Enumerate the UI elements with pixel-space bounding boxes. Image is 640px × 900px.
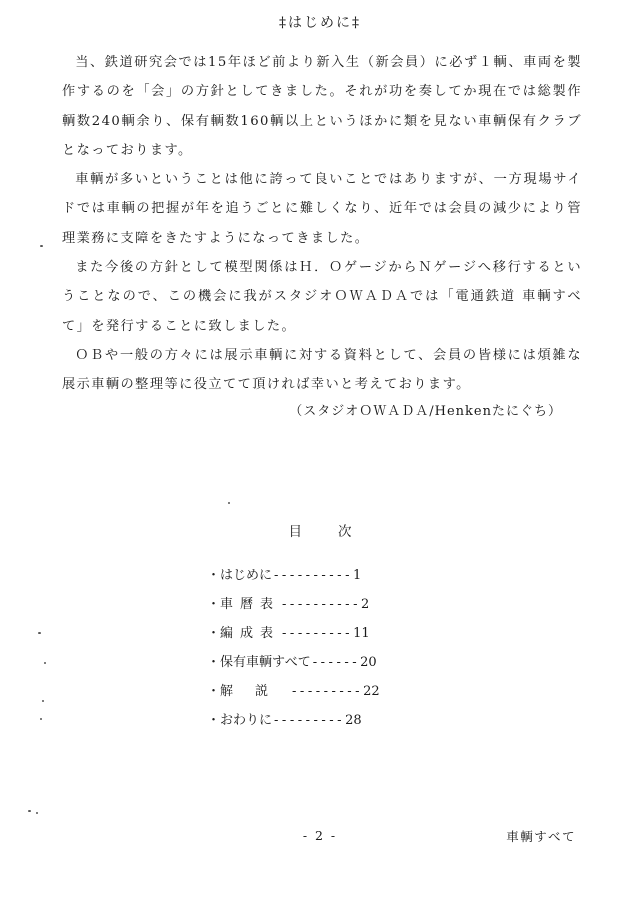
scan-speck [42,700,44,702]
scan-speck [38,632,41,634]
toc-label: おわりに [220,713,273,728]
toc-leader: ---------- [282,597,361,612]
toc-label: 解説 [220,684,291,699]
toc-bullet: ・ [207,597,221,612]
paragraph: 車輌が多いということは他に誇って良いことではありますが、一方現場サイドでは車輌の把握が年を追うごとに難しくなり、近年では会員の減少により管理業務に支障をきたすようになってきました。 [62,172,582,246]
toc-label: 車曆表 [220,597,281,612]
toc-bullet: ・ [207,713,221,728]
toc-label: はじめに [220,568,273,583]
toc-item [207,595,437,624]
toc-bullet: ・ [207,626,221,641]
paragraph: また今後の方針として模型関係はＨ．ＯゲージからＮゲージへ移行するということなので、この機会に我がスタジオＯＷＡＤＡでは「電通鉄道 車輌すべて」を発行することに致しました。 [62,260,582,334]
toc-title [0,520,640,540]
page-heading: ‡はじめに‡ [279,15,361,31]
page-number: - 2 - [302,828,338,843]
scan-speck [36,812,38,814]
author-signature: （スタジオＯＷＡＤＡ/Henkenたにぐち） [289,404,562,419]
table-of-contents [207,566,437,740]
toc-title-char: 目 [288,524,302,540]
toc-leader: --------- [292,684,364,699]
scan-speck [40,245,43,247]
introduction-body [62,48,582,400]
toc-page: 1 [352,568,362,583]
toc-item [207,653,437,682]
paragraph: 当、鉄道研究会では15年ほど前より新入生（新会員）に必ず１輌、車両を製作するのを「会」の方針としてきました。それが功を奏してか現在では総製作輌数240輌余り、保有輌数160輌以上というほかに類を見ない車輌保有クラブとなっております。 [62,55,582,158]
toc-item [207,682,437,711]
scan-speck [44,662,46,664]
toc-page: 22 [363,684,380,699]
toc-label: 編成表 [220,626,281,641]
toc-bullet: ・ [207,684,221,699]
toc-bullet: ・ [207,655,221,670]
scan-speck [40,718,42,720]
toc-page: 28 [345,713,362,728]
toc-item [207,566,437,595]
paragraph: ＯＢや一般の方々には展示車輌に対する資料として、会員の皆様には煩雑な展示車輌の整理等に役立てて頂ければ幸いと考えております。 [62,347,582,393]
toc-page: 2 [360,597,370,612]
footer-title: 車輌すべて [506,829,576,844]
toc-item [207,711,437,740]
toc-item [207,624,437,653]
toc-leader: ---------- [274,568,353,583]
toc-label: 保有車輌すべて [220,655,311,670]
toc-leader: --------- [282,626,354,641]
toc-bullet: ・ [207,568,221,583]
toc-title-char: 次 [338,524,352,540]
toc-page: 11 [353,626,370,641]
toc-leader: ------ [312,655,361,670]
scan-speck [228,502,230,504]
toc-page: 20 [360,655,377,670]
toc-leader: --------- [274,713,346,728]
scan-speck [28,810,31,812]
